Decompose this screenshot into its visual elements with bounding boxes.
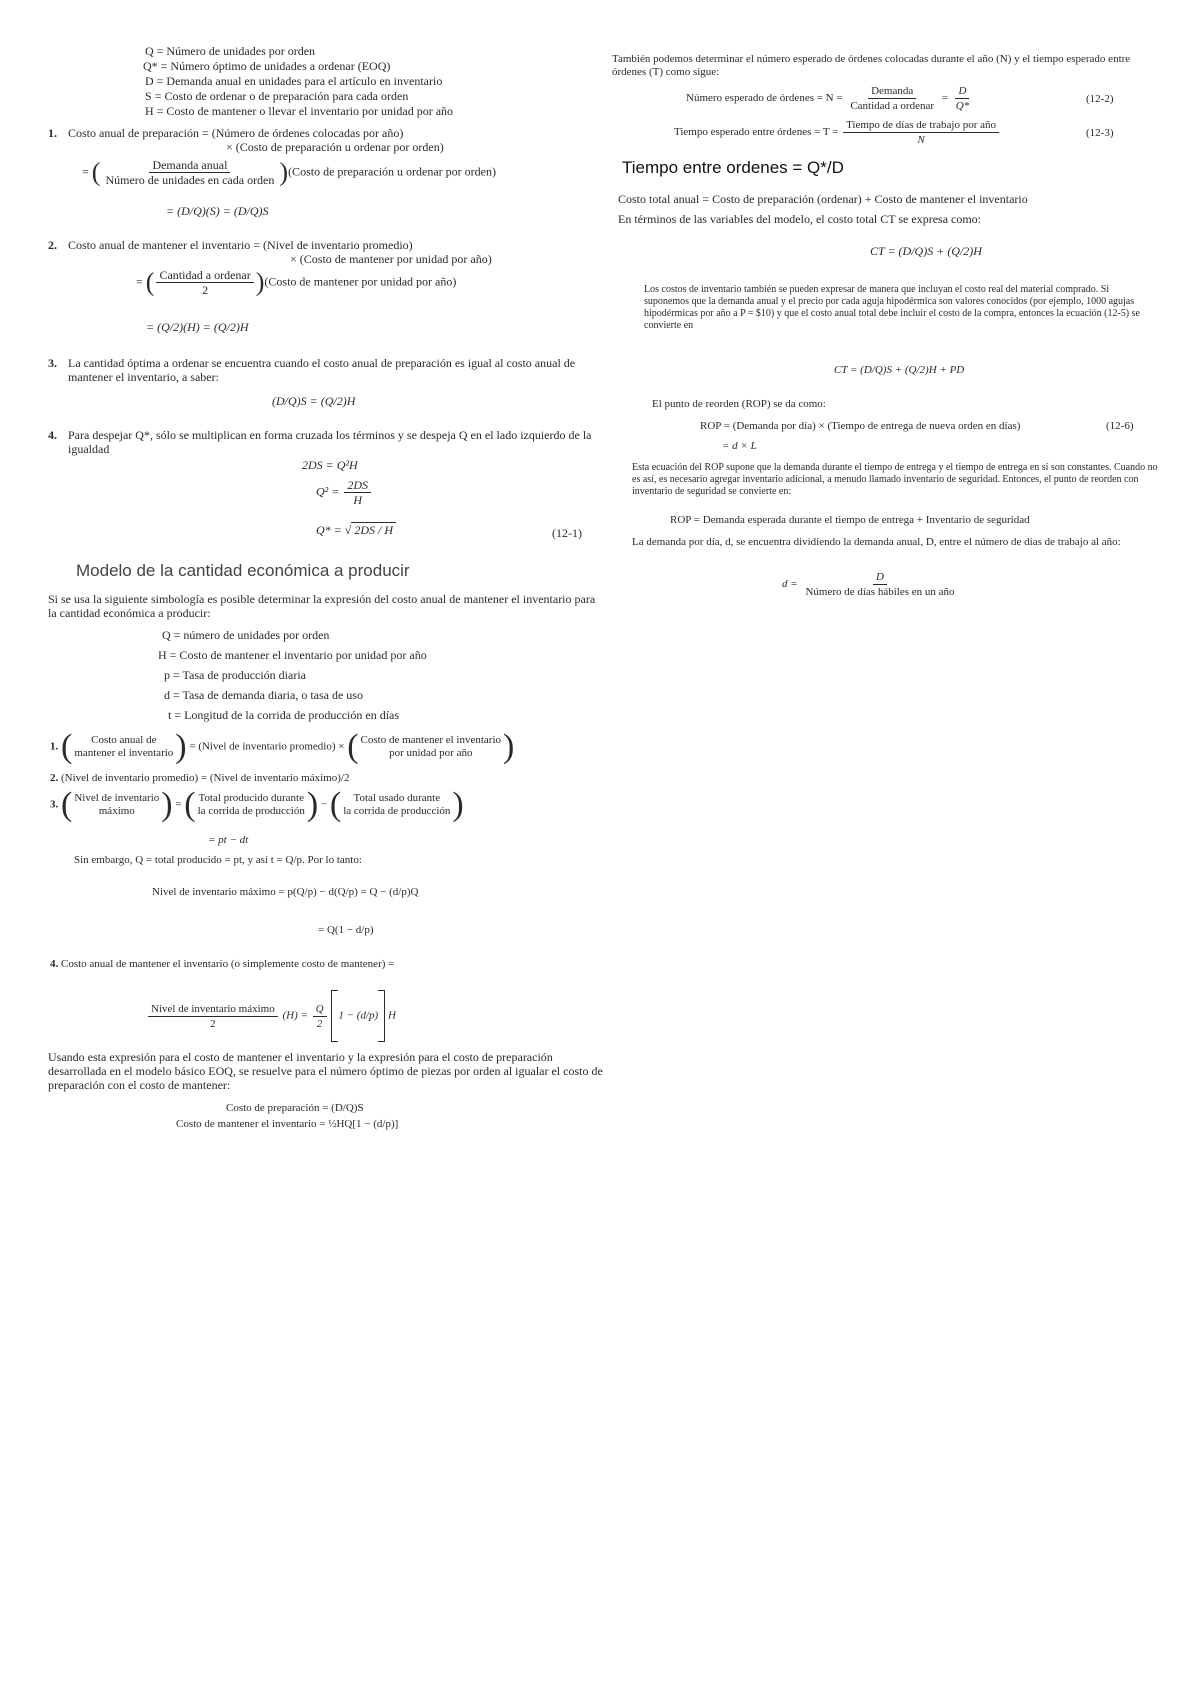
ct-eq: CT = (D/Q)S + (Q/2)H xyxy=(870,244,982,258)
step3-text: La cantidad óptima a ordenar se encuentra cuando el costo anual de preparación es igual al costo anual de mantener el inventario, a saber: xyxy=(68,356,576,384)
p4-frac-den: 2 xyxy=(210,1017,216,1030)
p4-tail1: (H) = xyxy=(282,1009,308,1022)
step3-number: 3. xyxy=(48,356,57,370)
p4-q2-den: 2 xyxy=(316,1017,323,1030)
p1-a-bot: mantener el inventario xyxy=(74,747,174,759)
eq-t xyxy=(674,118,1001,147)
p4-bracket: 1 − (d/p) xyxy=(338,1009,379,1022)
step2-frac-den: 2 xyxy=(202,283,209,297)
sym-q: Q = número de unidades por orden xyxy=(162,628,330,642)
p3-eq: = pt − dt xyxy=(208,834,249,846)
ct-eq2: CT = (D/Q)S + (Q/2)H + PD xyxy=(834,364,965,376)
step3-eq: (D/Q)S = (Q/2)H xyxy=(272,394,356,408)
step2-eq3: = (Q/2)(H) = (Q/2)H xyxy=(146,320,249,334)
ct-para: Los costos de inventario también se pueden expresar de manera que incluyan el costo real del material comprado. Si suponemos que la demanda anual y el precio por cada aguja hipodérmica son valores conocidos (por ejemplo, 1000 agujas hipodérmicas por año a P = $10) y que el costo anual total debe incluir el costo de la compra, entonces la ecuación (12-5) se convierte en xyxy=(644,284,1140,331)
eq-t-no: (12-3) xyxy=(1086,127,1114,139)
step2-frac-tail: (Costo de mantener por unidad por año) xyxy=(264,274,457,289)
def-h: H = Costo de mantener o llevar el inventario por unidad por año xyxy=(145,104,454,118)
eq-n-den: Cantidad a ordenar xyxy=(850,100,935,112)
step1-number: 1. xyxy=(48,126,57,140)
step4-eq2-num: 2DS xyxy=(344,478,371,493)
ct-line: Costo total anual = Costo de preparación (ordenar) + Costo de mantener el inventario xyxy=(618,192,1028,206)
step1-line2: × (Costo de preparación u ordenar por orden) xyxy=(226,140,444,154)
d-eq xyxy=(782,570,960,599)
step4-eq2-den: H xyxy=(353,493,363,507)
p4-text: Costo anual de mantener el inventario (o simplemente costo de mantener) = xyxy=(61,958,395,970)
def-qstar: Q* = Número óptimo de unidades a ordenar (EOQ) xyxy=(143,59,391,73)
p4-q2-num: Q xyxy=(313,1002,327,1017)
p3-b-top: Total producido durante xyxy=(198,792,304,804)
step4-eq2-left: Q² = xyxy=(316,484,340,499)
section-title: Modelo de la cantidad económica a producir xyxy=(76,561,410,580)
p3-row: 3. ( Nivel de inventario máximo ) = ( Total producido durante la corrida de producción ) − ( Total usado durante la corrida de producción ) xyxy=(50,786,464,823)
step4-eq3: Q* = √ 2DS / H xyxy=(316,522,396,537)
def-d: D = Demanda anual en unidades para el artículo en inventario xyxy=(145,74,443,88)
nivel-max: Nivel de inventario máximo = p(Q/p) − d(Q/p) = Q − (d/p)Q xyxy=(152,886,419,898)
p1-a-top: Costo anual de xyxy=(91,734,157,746)
eq-n-tail-den: Q* xyxy=(955,100,970,112)
step4-text: Para despejar Q*, sólo se multiplican en forma cruzada los términos y se despeja Q en el lado izquierdo de la igualdad xyxy=(68,428,592,456)
step4-eq3-left: Q* = xyxy=(316,523,342,537)
step1-line1: Costo anual de preparación = (Número de órdenes colocadas por año) xyxy=(68,126,404,140)
eq-t-den: N xyxy=(917,134,925,146)
handwritten-note: Tiempo entre ordenes = Q*/D xyxy=(622,158,844,177)
rop-eq: ROP = (Demanda por día) × (Tiempo de entrega de nueva orden en días) xyxy=(700,420,1021,432)
eq-n-tail-num: D xyxy=(955,84,969,99)
sym-h: H = Costo de mantener el inventario por unidad por año xyxy=(158,648,427,662)
sin-embargo: Sin embargo, Q = total producido = pt, y así t = Q/p. Por lo tanto: xyxy=(74,854,362,866)
p3-c-bot: la corrida de producción xyxy=(343,805,451,817)
step2-line2: × (Costo de mantener por unidad por año) xyxy=(290,252,492,266)
p3-c-top: Total usado durante xyxy=(353,792,441,804)
step4-eq1: 2DS = Q²H xyxy=(302,458,358,472)
p1-mid: = (Nivel de inventario promedio) × xyxy=(189,740,345,753)
rop-no: (12-6) xyxy=(1106,420,1134,432)
rop-intro: El punto de reorden (ROP) se da como: xyxy=(652,398,826,410)
eq-n-num: Demanda xyxy=(868,84,916,99)
step4-eq3-root: 2DS / H xyxy=(351,522,396,537)
cost-mant: Costo de mantener el inventario = ½HQ[1 − (d/p)] xyxy=(176,1118,399,1130)
cost-prep: Costo de preparación = (D/Q)S xyxy=(226,1102,364,1114)
closing-para: Usando esta expresión para el costo de mantener el inventario y la expresión para el costo de preparación desarrollada en el modelo básico EOQ, se resuelve para el número óptimo de piezas por orden al igualar el costo de preparación con el costo de mantener: xyxy=(48,1050,603,1092)
d-eq-left: d = xyxy=(782,578,798,591)
section-intro: Si se usa la siguiente simbología es posible determinar la expresión del costo anual de mantener el inventario para la cantidad económica a producir: xyxy=(48,592,596,620)
p4-row xyxy=(50,958,394,971)
p3-a-top: Nivel de inventario xyxy=(74,792,160,804)
step2-frac-num: Cantidad a ordenar xyxy=(156,268,253,283)
eq-t-label: Tiempo esperado entre órdenes = T = xyxy=(674,126,839,139)
p3-b-bot: la corrida de producción xyxy=(197,805,305,817)
p2-text: (Nivel de inventario promedio) = (Nivel de inventario máximo)/2 xyxy=(61,772,350,784)
def-s: S = Costo de ordenar o de preparación para cada orden xyxy=(145,89,409,103)
step1-frac-num: Demanda anual xyxy=(149,158,230,173)
p4-frac-num: Nivel de inventario máximo xyxy=(148,1002,278,1017)
right-intro: También podemos determinar el número esperado de órdenes colocadas durante el año (N) y el tiempo esperado entre órdenes (T) como sigue: xyxy=(612,53,1131,78)
p4-number: 4. xyxy=(50,958,59,970)
step2-line1: Costo anual de mantener el inventario = (Nivel de inventario promedio) xyxy=(68,238,413,252)
step2-number: 2. xyxy=(48,238,57,252)
def-q: Q = Número de unidades por orden xyxy=(145,44,316,58)
step4-eqno: (12-1) xyxy=(552,526,582,540)
step1-frac-tail: (Costo de preparación u ordenar por orden) xyxy=(288,164,496,179)
rop-para: Esta ecuación del ROP supone que la demanda durante el tiempo de entrega y el tiempo de entrega en sí son constantes. Cuando no es así, es necesario agregar inventario adicional, a menudo llamado inventario de seguridad. Entonces, el punto de reorden con inventario de seguridad se convierte en: xyxy=(632,462,1158,497)
step2-eq2: = ( $\frac{\text{Cantidad a ordenar}}{2}$ )(Costo de mantener por unidad por año) xyxy=(136,267,457,297)
ct-intro: En términos de las variables del modelo, el costo total CT se expresa como: xyxy=(618,212,982,226)
p4-tail2: H xyxy=(387,1009,396,1022)
eq-n: Número esperado de órdenes = N = $\frac{\text{Demanda}}{\text{Cantidad a ordenar}}$ = $\frac{D}{Q*}$ xyxy=(686,84,974,113)
p1-b-top: Costo de mantener el inventario xyxy=(360,734,502,746)
eq-t-num: Tiempo de días de trabajo por año xyxy=(843,118,999,133)
eq-n-no: (12-2) xyxy=(1086,93,1114,105)
step4-number: 4. xyxy=(48,428,57,442)
sym-t: t = Longitud de la corrida de producción en días xyxy=(168,708,400,722)
sym-d: d = Tasa de demanda diaria, o tasa de uso xyxy=(164,688,363,702)
d-eq-num: D xyxy=(873,570,887,585)
p1-b-bot: por unidad por año xyxy=(389,747,473,759)
p4-eq xyxy=(146,990,396,1042)
step1-frac-den: Número de unidades en cada orden xyxy=(105,173,275,187)
p1-number: 1. xyxy=(50,740,59,753)
d-eq-den: Número de días hábiles en un año xyxy=(805,586,955,598)
step1-eq2: = ( $\frac{\text{Demanda anual}}{\text{Número de unidades en cada orden}}$ )(Costo de preparación u ordenar por orden) xyxy=(82,157,496,187)
rop-ss: ROP = Demanda esperada durante el tiempo de entrega + Inventario de seguridad xyxy=(670,514,1030,526)
nivel-max-2: = Q(1 − d/p) xyxy=(318,924,374,936)
p2-number: 2. xyxy=(50,772,59,784)
step4-eq2 xyxy=(316,478,373,507)
p3-a-bot: máximo xyxy=(98,805,135,817)
step1-eq3: = (D/Q)(S) = (D/Q)S xyxy=(166,204,269,218)
rop-eq2: = d × L xyxy=(722,440,757,452)
d-para: La demanda por día, d, se encuentra dividiendo la demanda anual, D, entre el número de días de trabajo al año: xyxy=(632,536,1121,548)
p1-row: 1. ( Costo anual de mantener el inventario ) = (Nivel de inventario promedio) × ( Costo de mantener el inventario por unidad por año ) xyxy=(50,728,515,765)
eq-n-label: Número esperado de órdenes = N = xyxy=(686,92,843,105)
p2-row xyxy=(50,772,349,785)
p3-number: 3. xyxy=(50,798,59,811)
sym-p: p = Tasa de producción diaria xyxy=(164,668,306,682)
